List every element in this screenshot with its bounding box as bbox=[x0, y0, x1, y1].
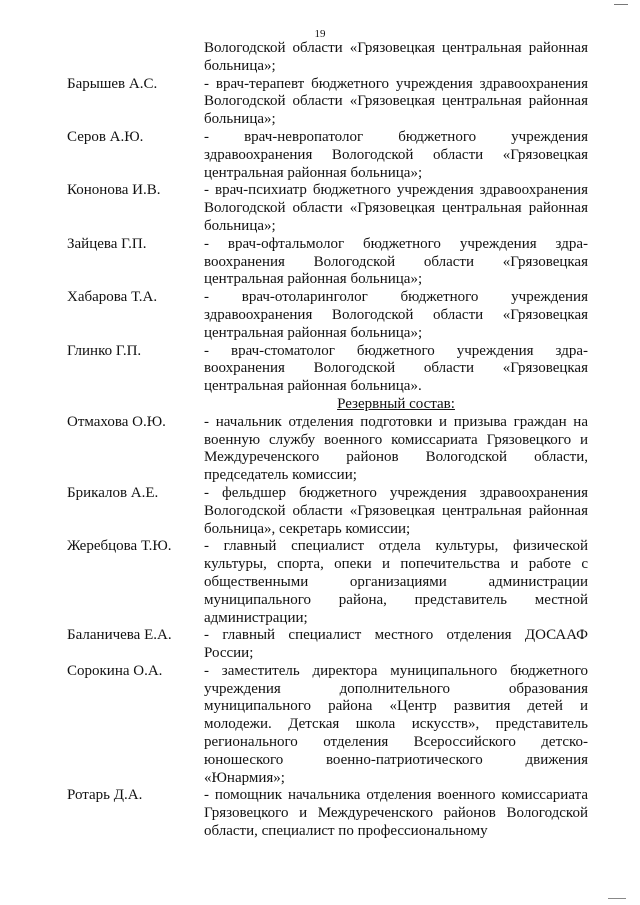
continued-text bbox=[204, 40, 588, 76]
text-line: центральная районная больница»; bbox=[204, 271, 423, 288]
text-line: - главный специалист местного отделения ДОСААФ bbox=[204, 627, 588, 644]
text-line: Грязовецкого и Междуреченского районов Вологодской bbox=[204, 805, 588, 822]
person-name: Брикалов А.Е. bbox=[67, 484, 159, 501]
person-name: Хабарова Т.А. bbox=[67, 289, 158, 306]
page-number: 19 bbox=[314, 28, 326, 40]
text-line: здравоохранения Вологодской области «Грязовецкая bbox=[204, 146, 588, 163]
text-line: - начальник отделения подготовки и призыва граждан на bbox=[204, 413, 588, 430]
text-line: - фельдшер бюджетного учреждения здравоохранения bbox=[204, 484, 588, 501]
person-name: Сорокина О.А. bbox=[67, 662, 163, 679]
text-line: - главный специалист отдела культуры, физической bbox=[204, 538, 588, 555]
list-entry bbox=[0, 538, 640, 627]
person-name: Кононова И.В. bbox=[67, 182, 161, 199]
role-description bbox=[204, 663, 588, 788]
list-entry bbox=[0, 787, 640, 840]
reserve-list bbox=[0, 414, 640, 841]
list-entry bbox=[0, 129, 640, 182]
role-description bbox=[204, 289, 588, 342]
text-line: - врач-терапевт бюджетного учреждения здравоохранения bbox=[204, 75, 588, 92]
text-line: больница», секретарь комиссии; bbox=[204, 520, 411, 537]
list-entry bbox=[0, 343, 640, 396]
list-entry bbox=[0, 76, 640, 129]
role-description bbox=[204, 129, 588, 182]
document-body bbox=[0, 40, 640, 841]
text-line: юношеского военно-патриотического движения bbox=[204, 751, 588, 768]
scan-artifact-top bbox=[614, 0, 628, 5]
text-line: Вологодской области «Грязовецкая центральная районная bbox=[204, 200, 588, 217]
role-description bbox=[204, 182, 588, 235]
person-name: Барышев А.С. bbox=[67, 75, 158, 92]
role-description bbox=[204, 414, 588, 485]
text-line: регионального отделения Всероссийского детско- bbox=[204, 734, 588, 751]
text-line: воохранения Вологодской области «Грязовецкая bbox=[204, 253, 588, 270]
text-line: культуры, спорта, опеки и попечительства и работе с bbox=[204, 556, 588, 573]
list-entry bbox=[0, 627, 640, 663]
text-line: - врач-невропатолог бюджетного учреждения bbox=[204, 128, 588, 145]
list-entry bbox=[0, 663, 640, 788]
text-line: - врач-отоларинголог бюджетного учреждения bbox=[204, 289, 588, 306]
text-line: Междуреченского районов Вологодской области, bbox=[204, 449, 588, 466]
role-description bbox=[204, 236, 588, 289]
scan-artifact-bottom bbox=[608, 895, 626, 899]
text-line: больница»; bbox=[204, 111, 276, 128]
text-line: больница»; bbox=[204, 57, 276, 74]
text-line: больница»; bbox=[204, 217, 276, 234]
list-entry bbox=[0, 485, 640, 538]
text-line: Вологодской области «Грязовецкая центральная районная bbox=[204, 40, 588, 56]
person-name: Жеребцова Т.Ю. bbox=[67, 538, 172, 555]
reserve-heading bbox=[204, 396, 588, 414]
text-line: центральная районная больница»; bbox=[204, 324, 423, 341]
text-line: председатель комиссии; bbox=[204, 467, 357, 484]
text-line: - врач-стоматолог бюджетного учреждения здра- bbox=[204, 342, 588, 359]
text-line: России; bbox=[204, 645, 254, 662]
list-entry bbox=[0, 236, 640, 289]
text-line: области, специалист по профессиональному bbox=[204, 823, 488, 840]
text-line: общественными организациями администрации bbox=[204, 573, 588, 590]
text-line: здравоохранения Вологодской области «Грязовецкая bbox=[204, 306, 588, 323]
text-line: учреждения дополнительного образования bbox=[204, 680, 588, 697]
person-name: Баланичева Е.А. bbox=[67, 627, 172, 644]
text-line: центральная районная больница»; bbox=[204, 164, 423, 181]
list-entry bbox=[0, 289, 640, 342]
text-line: Вологодской области «Грязовецкая центральная районная bbox=[204, 502, 588, 519]
text-line: - помощник начальника отделения военного комиссариата bbox=[204, 787, 588, 804]
role-description bbox=[204, 76, 588, 129]
person-name: Глинко Г.П. bbox=[67, 342, 142, 359]
text-line: «Юнармия»; bbox=[204, 769, 285, 786]
reserve-heading-text: Резервный состав: bbox=[337, 395, 455, 412]
person-name: Зайцева Г.П. bbox=[67, 235, 147, 252]
role-description bbox=[204, 343, 588, 396]
person-name: Ротарь Д.А. bbox=[67, 787, 143, 804]
text-line: администрации; bbox=[204, 609, 308, 626]
text-line: центральная районная больница». bbox=[204, 378, 422, 395]
member-list bbox=[0, 76, 640, 396]
role-description bbox=[204, 485, 588, 538]
text-line: - врач-психиатр бюджетного учреждения здравоохранения bbox=[204, 182, 588, 199]
role-description bbox=[204, 787, 588, 840]
text-line: - врач-офтальмолог бюджетного учреждения здра- bbox=[204, 235, 588, 252]
person-name: Серов А.Ю. bbox=[67, 128, 144, 145]
role-description bbox=[204, 538, 588, 627]
list-entry bbox=[0, 414, 640, 485]
text-line: воохранения Вологодской области «Грязовецкая bbox=[204, 360, 588, 377]
person-name: Отмахова О.Ю. bbox=[67, 413, 166, 430]
text-line: Вологодской области «Грязовецкая центральная районная bbox=[204, 93, 588, 110]
role-description bbox=[204, 627, 588, 663]
text-line: - заместитель директора муниципального бюджетного bbox=[204, 662, 588, 679]
text-line: муниципального района «Центр развития детей и bbox=[204, 698, 588, 715]
list-entry bbox=[0, 182, 640, 235]
text-line: военную службу военного комиссариата Грязовецкого и bbox=[204, 431, 588, 448]
text-line: молодежи. Детская школа искусств», представитель bbox=[204, 716, 588, 733]
text-line: муниципального района, представитель местной bbox=[204, 591, 588, 608]
